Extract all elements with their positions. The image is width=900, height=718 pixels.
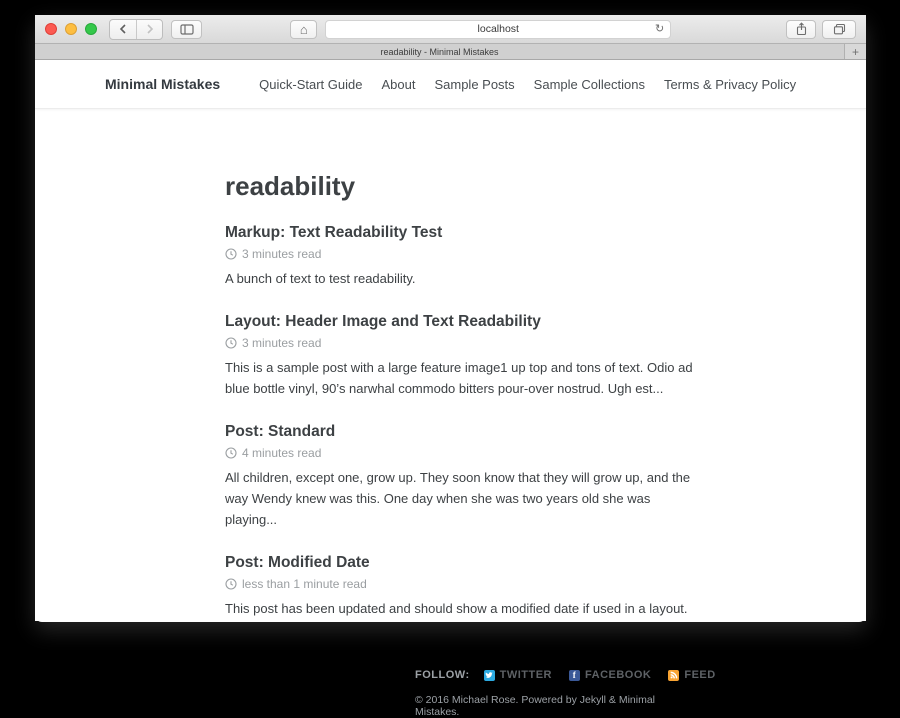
home-icon: ⌂ xyxy=(299,21,308,37)
feed-label: FEED xyxy=(684,669,716,682)
reload-icon[interactable]: ↻ xyxy=(655,22,665,35)
back-button[interactable] xyxy=(110,20,136,39)
site-title-link[interactable]: Minimal Mistakes xyxy=(105,76,221,92)
clock-icon xyxy=(225,447,237,459)
read-time: 3 minutes read xyxy=(242,336,322,351)
post-title-link[interactable]: Markup: Text Readability Test xyxy=(225,224,443,241)
tab-title: readability - Minimal Mistakes xyxy=(380,46,499,57)
tab-bar xyxy=(35,44,866,60)
share-icon xyxy=(796,22,807,36)
archive-main xyxy=(35,109,716,718)
close-window-button[interactable] xyxy=(45,23,57,35)
post-title-link[interactable]: Layout: Header Image and Text Readability xyxy=(225,313,541,331)
sidebar-icon xyxy=(180,24,194,35)
page-content xyxy=(35,60,866,718)
page-title: readability xyxy=(225,171,356,201)
toolbar-right-group xyxy=(786,20,856,39)
rss-icon xyxy=(668,670,679,681)
post-meta xyxy=(225,247,695,261)
twitter-label: TWITTER xyxy=(499,669,553,682)
post-excerpt: All children, except one, grow up. They soon know that they will grow up, and the way Wendy knew was this. One day when she was two years old she was playing... xyxy=(225,470,691,528)
active-tab[interactable] xyxy=(35,44,844,59)
twitter-icon xyxy=(484,670,495,681)
post-entry xyxy=(225,224,695,289)
forward-button[interactable] xyxy=(136,20,162,39)
minimize-window-button[interactable] xyxy=(65,23,77,35)
site-footer xyxy=(225,669,716,718)
post-title-link[interactable]: Post: Standard xyxy=(225,423,336,441)
browser-window xyxy=(35,15,866,718)
feed-link[interactable] xyxy=(668,669,715,681)
post-meta xyxy=(225,446,695,460)
share-button[interactable] xyxy=(786,20,816,39)
chevron-left-icon xyxy=(118,23,128,35)
nav-item-sample-posts[interactable]: Sample Posts xyxy=(434,76,515,92)
url-text: localhost xyxy=(477,23,519,35)
facebook-link[interactable] xyxy=(569,669,651,681)
clock-icon xyxy=(225,248,237,260)
post-excerpt: This post has been updated and should show a modified date if used in a layout. xyxy=(225,601,688,617)
plus-icon: + xyxy=(851,44,859,59)
read-time: 4 minutes read xyxy=(242,446,322,461)
address-bar[interactable] xyxy=(325,20,671,39)
follow-label: FOLLOW: xyxy=(415,669,470,682)
follow-links xyxy=(415,669,716,682)
clock-icon xyxy=(225,578,237,590)
browser-toolbar xyxy=(35,15,866,44)
twitter-link[interactable] xyxy=(484,669,552,681)
post-entry xyxy=(225,423,695,530)
post-meta xyxy=(225,577,695,591)
post-entry xyxy=(225,554,695,619)
facebook-icon: f xyxy=(569,670,580,681)
nav-item-about[interactable]: About xyxy=(381,76,416,92)
chevron-right-icon xyxy=(145,23,155,35)
post-entry xyxy=(225,313,695,399)
facebook-label: FACEBOOK xyxy=(585,669,652,682)
home-button[interactable] xyxy=(290,20,317,39)
tabs-overview-icon xyxy=(833,23,846,35)
sidebar-toggle-button[interactable] xyxy=(171,20,202,39)
show-all-tabs-button[interactable] xyxy=(822,20,856,39)
post-title-link[interactable]: Post: Modified Date xyxy=(225,554,370,572)
post-excerpt: A bunch of text to test readability. xyxy=(225,271,416,286)
history-nav-group xyxy=(109,19,163,40)
read-time: less than 1 minute read xyxy=(242,577,367,592)
nav-item-quick-start-guide[interactable]: Quick-Start Guide xyxy=(259,76,363,92)
zoom-window-button[interactable] xyxy=(85,23,97,35)
read-time: 3 minutes read xyxy=(242,247,322,261)
nav-item-sample-collections[interactable]: Sample Collections xyxy=(533,76,645,92)
post-meta xyxy=(225,336,695,350)
nav-item-terms-privacy[interactable]: Terms & Privacy Policy xyxy=(663,76,797,92)
site-masthead xyxy=(35,60,866,109)
clock-icon xyxy=(225,337,237,349)
copyright-text: © 2016 Michael Rose. Powered by Jekyll & Minimal Mistakes. xyxy=(415,694,656,718)
window-controls xyxy=(45,23,97,35)
new-tab-button[interactable] xyxy=(844,44,866,59)
post-excerpt: This is a sample post with a large feature image1 up top and tons of text. Odio ad blue bottle vinyl, 90’s narwhal commodo bitters pour-over nostrud. Ugh est... xyxy=(225,360,693,397)
